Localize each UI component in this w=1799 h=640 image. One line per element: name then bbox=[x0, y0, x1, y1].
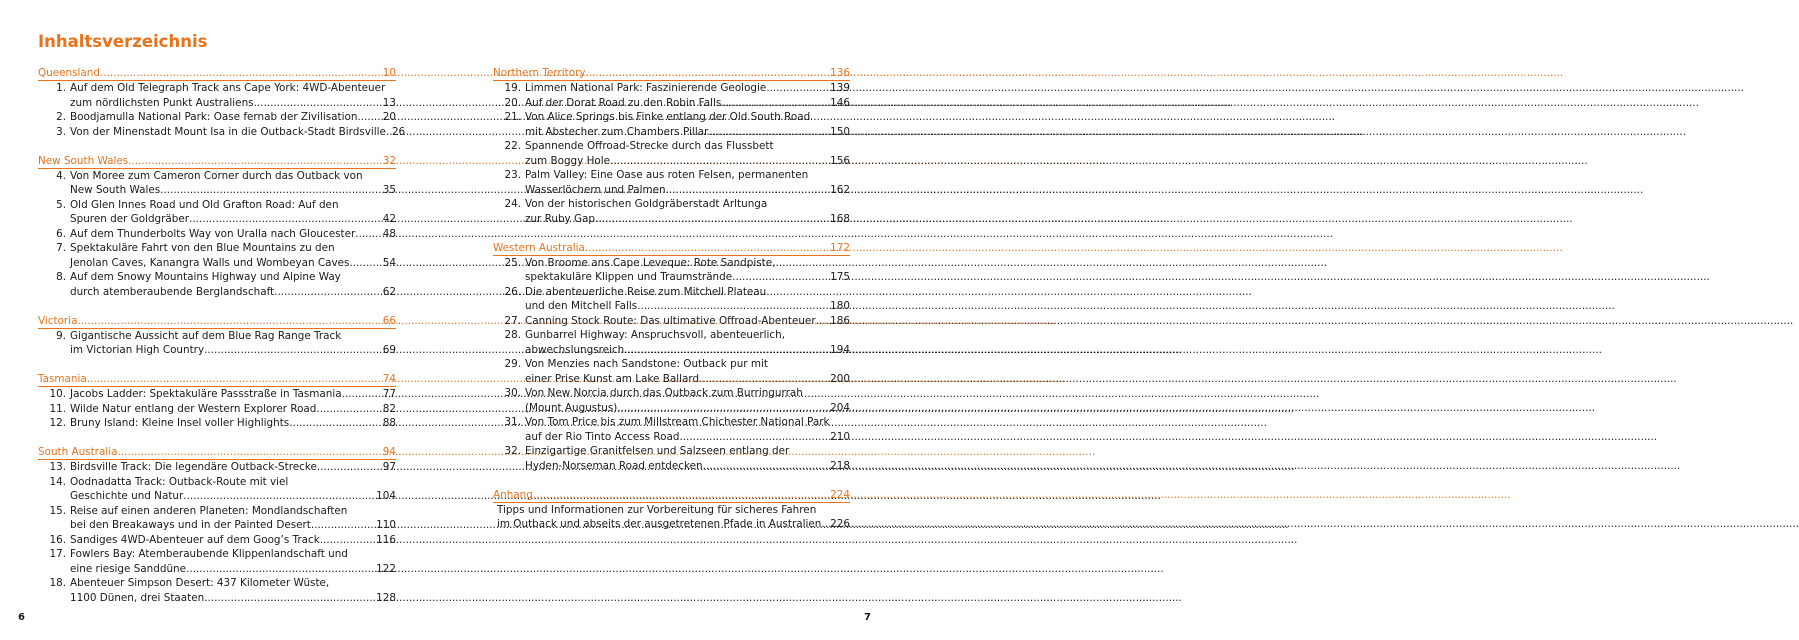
leader-dots bbox=[637, 299, 830, 314]
entry-title-line: (Mount Augustus) bbox=[525, 401, 618, 414]
entry-number: 26. bbox=[504, 285, 521, 298]
entry-title-line: Auf dem Thunderbolts Way von Uralla nach Gloucester bbox=[70, 227, 356, 240]
section-heading bbox=[38, 66, 396, 81]
toc-entry bbox=[493, 256, 850, 285]
toc-entry bbox=[493, 328, 850, 357]
toc-entry bbox=[493, 415, 850, 444]
entry-title-line: Von der Minenstadt Mount Isa in die Outback-Stadt Birdsville bbox=[70, 125, 386, 138]
entry-title-line: im Victorian High Country bbox=[70, 344, 205, 356]
entry-number: 14. bbox=[49, 475, 66, 488]
entry-number: 30. bbox=[504, 387, 521, 399]
entry-title-line: einer Prise Kunst am Lake Ballard bbox=[525, 372, 700, 385]
section-title: South Australia bbox=[38, 446, 118, 458]
entry-title-line: Auf der Dorat Road zu den Robin Falls bbox=[525, 96, 722, 109]
toc-entry bbox=[38, 81, 396, 110]
entry-title-line: abwechslungsreich bbox=[525, 343, 625, 356]
entry-number: 11. bbox=[49, 402, 66, 415]
toc-entry bbox=[38, 547, 396, 576]
toc-entry bbox=[38, 227, 396, 242]
leader-dots bbox=[204, 591, 376, 606]
entry-page-number: 110 bbox=[376, 519, 396, 531]
entry-page-number: 116 bbox=[376, 533, 396, 546]
entry-page-number: 200 bbox=[830, 372, 850, 385]
entry-page-number: 175 bbox=[830, 271, 850, 283]
entry-title-line: Old Glen Innes Road und Old Grafton Road: Auf den bbox=[70, 198, 339, 211]
entry-title-line: Gunbarrel Highway: Anspruchsvoll, abenteuerlich, bbox=[525, 329, 786, 341]
leader-dots bbox=[186, 562, 376, 577]
entry-number: 9. bbox=[56, 329, 66, 342]
toc-entry bbox=[38, 387, 396, 402]
entry-title-line: auf der Rio Tinto Access Road bbox=[525, 430, 680, 443]
toc-section-anhang bbox=[493, 488, 850, 532]
leader-dots bbox=[679, 430, 830, 445]
entry-title-line: Canning Stock Route: Das ultimative Offroad-Abenteuer bbox=[525, 314, 816, 327]
entry-title-line: Hyden-Norseman Road entdecken bbox=[525, 459, 703, 472]
leader-dots bbox=[624, 343, 830, 358]
section-page-number: 172 bbox=[830, 241, 850, 254]
entry-number: 15. bbox=[49, 504, 66, 517]
entry-title-line: zum nördlichsten Punkt Australiens bbox=[70, 96, 254, 109]
entry-page-number: 62 bbox=[382, 285, 396, 298]
toc-entry bbox=[493, 81, 850, 96]
entry-title-line: zur Ruby Gap bbox=[525, 212, 596, 225]
toc-section-western-australia bbox=[493, 241, 850, 474]
toc-entry bbox=[493, 110, 850, 139]
leader-dots bbox=[595, 212, 830, 227]
entry-number: 23. bbox=[504, 169, 521, 181]
entry-page-number: 194 bbox=[830, 343, 850, 356]
toc-right-column bbox=[493, 66, 850, 546]
leader-dots bbox=[699, 372, 830, 387]
entry-page-number: 97 bbox=[382, 461, 396, 473]
entry-number: 16. bbox=[49, 533, 66, 546]
entry-page-number: 48 bbox=[382, 227, 396, 240]
entry-title-line: Wasserlöchern und Palmen bbox=[525, 183, 666, 196]
leader-dots bbox=[533, 488, 830, 502]
entry-title-line: zum Boggy Hole bbox=[525, 154, 611, 167]
toc-entry bbox=[493, 314, 850, 329]
toc-entry bbox=[38, 576, 396, 605]
entry-number: 13. bbox=[49, 461, 66, 473]
leader-dots bbox=[274, 285, 383, 300]
leader-dots bbox=[183, 489, 376, 504]
entry-number: 25. bbox=[504, 256, 521, 269]
entry-title-line: durch atemberaubende Berglandschaft bbox=[70, 285, 275, 298]
toc-entry bbox=[493, 139, 850, 168]
toc-section-tasmania bbox=[38, 372, 396, 431]
entry-title-line: Tipps und Informationen zur Vorbereitung für sicheres Fahren bbox=[497, 503, 817, 516]
entry-title-line: Birdsville Track: Die legendäre Outback-Strecke bbox=[70, 461, 317, 473]
entry-title-line: New South Wales bbox=[70, 184, 161, 196]
toc-entry bbox=[493, 285, 850, 314]
entry-title-line: eine riesige Sanddüne bbox=[70, 562, 187, 575]
entry-number: 7. bbox=[56, 242, 66, 254]
leader-dots bbox=[117, 445, 382, 459]
entry-page-number: 88 bbox=[382, 417, 396, 429]
leader-dots bbox=[355, 227, 383, 242]
leader-dots bbox=[349, 256, 382, 271]
entry-page-number: 69 bbox=[382, 344, 396, 356]
entry-number: 32. bbox=[504, 445, 521, 457]
leader-dots bbox=[357, 110, 382, 125]
entry-title-line: Jenolan Caves, Kanangra Walls und Wombeyan Caves bbox=[70, 256, 350, 269]
leader-dots bbox=[320, 533, 376, 548]
section-page-number: 66 bbox=[382, 314, 396, 327]
entry-number: 29. bbox=[504, 358, 521, 370]
leader-dots bbox=[585, 241, 830, 255]
leader-dots bbox=[317, 460, 383, 475]
entry-number: 6. bbox=[56, 227, 66, 240]
entry-number: 22. bbox=[504, 140, 521, 152]
entry-title-line: Limmen National Park: Faszinierende Geologie bbox=[525, 82, 767, 94]
leader-dots bbox=[342, 387, 383, 402]
entry-page-number: 128 bbox=[376, 591, 396, 604]
section-title: Western Australia bbox=[493, 241, 585, 254]
entry-title-line: Spuren der Goldgräber bbox=[70, 213, 190, 225]
section-title: Northern Territory bbox=[493, 67, 586, 79]
entry-page-number: 20 bbox=[382, 111, 396, 123]
entry-number: 1. bbox=[56, 82, 66, 94]
entry-title-line: Palm Valley: Eine Oase aus roten Felsen, permanenten bbox=[525, 169, 809, 181]
entry-page-number: 35 bbox=[382, 184, 396, 196]
entry-number: 3. bbox=[56, 125, 66, 138]
section-title: Victoria bbox=[38, 314, 78, 327]
toc-entry bbox=[493, 444, 850, 473]
toc-entry bbox=[38, 329, 396, 358]
entry-title-line: Jacobs Ladder: Spektakuläre Passstraße in Tasmania bbox=[70, 388, 342, 400]
entry-number: 24. bbox=[504, 198, 521, 210]
section-page-number: 10 bbox=[382, 67, 396, 79]
leader-dots bbox=[160, 183, 383, 198]
toc-entry bbox=[493, 357, 850, 386]
entry-page-number: 42 bbox=[382, 213, 396, 225]
leader-dots bbox=[666, 183, 831, 198]
toc-entry bbox=[493, 386, 850, 415]
section-title: Anhang bbox=[493, 488, 533, 501]
entry-number: 27. bbox=[504, 314, 521, 327]
section-page-number: 74 bbox=[382, 373, 396, 385]
entry-title-line: Auf dem Snowy Mountains Highway und Alpine Way bbox=[70, 271, 341, 283]
entry-title-line: Von Moree zum Cameron Corner durch das Outback von bbox=[70, 169, 363, 182]
entry-page-number: 180 bbox=[830, 300, 850, 312]
entry-title-line: Sandiges 4WD-Abenteuer auf dem Googʼs Track bbox=[70, 533, 320, 546]
section-page-number: 136 bbox=[830, 67, 850, 79]
entry-number: 20. bbox=[504, 96, 521, 109]
toc-section-victoria bbox=[38, 314, 396, 358]
toc-left-column bbox=[38, 66, 406, 620]
toc-entry bbox=[38, 416, 396, 431]
section-title: New South Wales bbox=[38, 154, 129, 167]
entry-number: 4. bbox=[56, 169, 66, 182]
page-number-right: 7 bbox=[864, 612, 871, 623]
entry-number: 31. bbox=[504, 416, 521, 428]
leader-dots bbox=[703, 459, 831, 474]
entry-title-line: im Outback und abseits der ausgetretenen Pfade in Australien bbox=[497, 518, 822, 530]
toc-entry bbox=[493, 168, 850, 197]
entry-title-line: Spannende Offroad-Strecke durch das Flussbett bbox=[525, 140, 774, 152]
entry-title-line: Einzigartige Granitfelsen und Salzseen entlang der bbox=[525, 445, 790, 457]
section-title: Tasmania bbox=[38, 373, 87, 385]
leader-dots bbox=[766, 81, 830, 96]
leader-dots bbox=[816, 314, 831, 329]
entry-title-line: Wilde Natur entlang der Western Explorer Road bbox=[70, 402, 317, 415]
entry-page-number: 146 bbox=[830, 96, 850, 109]
entry-title-line: Fowlers Bay: Atemberaubende Klippenlandschaft und bbox=[70, 548, 348, 560]
leader-dots bbox=[708, 125, 830, 140]
entry-page-number: 156 bbox=[830, 154, 850, 167]
toc-section-queensland bbox=[38, 66, 406, 139]
entry-page-number: 218 bbox=[830, 459, 850, 472]
leader-dots bbox=[289, 416, 383, 431]
entry-number: 2. bbox=[56, 111, 66, 123]
entry-page-number: 150 bbox=[830, 125, 850, 138]
section-heading bbox=[38, 314, 396, 329]
entry-title-line: Boodjamulla National Park: Oase fernab der Zivilisation bbox=[70, 111, 358, 123]
entry-title-line: und den Mitchell Falls bbox=[525, 300, 638, 312]
toc-entry bbox=[38, 460, 396, 475]
entry-title-line: 1100 Dünen, drei Staaten bbox=[70, 591, 205, 604]
toc-entry bbox=[493, 197, 850, 226]
toc-entry bbox=[493, 503, 850, 532]
toc-entry bbox=[38, 402, 396, 417]
toc-entry bbox=[38, 475, 396, 504]
entry-page-number: 26 bbox=[391, 125, 406, 138]
leader-dots bbox=[100, 66, 383, 80]
entry-title-line: Von der historischen Goldgräberstadt Arltunga bbox=[525, 198, 768, 210]
leader-dots bbox=[254, 96, 383, 111]
entry-number: 8. bbox=[56, 271, 66, 283]
toc-section-northern-territory bbox=[493, 66, 850, 226]
section-page-number: 32 bbox=[382, 154, 396, 167]
leader-dots bbox=[77, 314, 382, 328]
entry-page-number: 168 bbox=[830, 212, 850, 225]
toc-entry bbox=[38, 169, 396, 198]
toc-section-south-australia bbox=[38, 445, 396, 605]
entry-number: 10. bbox=[49, 388, 66, 400]
entry-page-number: 186 bbox=[830, 314, 850, 327]
entry-title-line: Von Menzies nach Sandstone: Outback pur mit bbox=[525, 358, 768, 370]
toc-entry bbox=[38, 125, 406, 140]
leader-dots bbox=[617, 401, 830, 416]
toc-entry bbox=[38, 533, 396, 548]
entry-title-line: Geschichte und Natur bbox=[70, 490, 184, 502]
entry-page-number: 139 bbox=[830, 82, 850, 94]
entry-page-number: 54 bbox=[382, 256, 396, 269]
entry-title-line: Auf dem Old Telegraph Track ans Cape York: 4WD-Abenteuer bbox=[70, 82, 386, 94]
section-heading bbox=[38, 372, 396, 387]
entry-number: 12. bbox=[49, 417, 66, 429]
entry-number: 5. bbox=[56, 198, 66, 211]
page-number-left: 6 bbox=[18, 612, 25, 623]
entry-page-number: 13 bbox=[382, 96, 396, 109]
entry-number: 17. bbox=[49, 548, 66, 560]
entry-page-number: 122 bbox=[376, 562, 396, 575]
entry-page-number: 162 bbox=[830, 183, 850, 196]
toc-entry bbox=[38, 198, 396, 227]
entry-page-number: 82 bbox=[382, 402, 396, 415]
entry-title-line: Oodnadatta Track: Outback-Route mit viel bbox=[70, 475, 289, 488]
toc-entry bbox=[38, 270, 396, 299]
entry-title-line: spektakuläre Klippen und Traumstrände bbox=[525, 271, 733, 283]
leader-dots bbox=[316, 402, 382, 417]
section-heading bbox=[38, 445, 396, 460]
entry-title-line: mit Abstecher zum Chambers Pillar bbox=[525, 125, 709, 138]
entry-number: 18. bbox=[49, 577, 66, 589]
entry-title-line: Die abenteuerliche Reise zum Mitchell Plateau bbox=[525, 285, 767, 298]
entry-title-line: Von Alice Springs bis Finke entlang der Old South Road bbox=[525, 111, 811, 123]
entry-title-line: Von New Norcia durch das Outback zum Burringurrah bbox=[525, 387, 803, 399]
entry-title-line: bei den Breakaways und in der Painted Desert bbox=[70, 519, 311, 531]
leader-dots bbox=[87, 372, 383, 386]
entry-page-number: 204 bbox=[830, 401, 850, 414]
leader-dots bbox=[610, 154, 830, 169]
entry-title-line: Reise auf einen anderen Planeten: Mondlandschaften bbox=[70, 504, 348, 517]
entry-page-number: 77 bbox=[382, 388, 396, 400]
toc-entry bbox=[38, 241, 396, 270]
leader-dots bbox=[721, 96, 830, 111]
page-title: Inhaltsverzeichnis bbox=[38, 32, 208, 51]
toc-entry bbox=[493, 96, 850, 111]
entry-title-line: Von Broome ans Cape Leveque: Rote Sandpiste, bbox=[525, 256, 776, 269]
entry-page-number: 210 bbox=[830, 430, 850, 443]
section-heading bbox=[493, 488, 850, 503]
entry-title-line: Bruny Island: Kleine Insel voller Highlights bbox=[70, 417, 290, 429]
toc-entry bbox=[38, 110, 396, 125]
section-heading bbox=[493, 241, 850, 256]
leader-dots bbox=[204, 343, 383, 358]
entry-number: 28. bbox=[504, 329, 521, 341]
entry-title-line: Von Tom Price bis zum Millstream Chichester National Park bbox=[525, 416, 830, 428]
leader-dots bbox=[732, 270, 830, 285]
entry-title-line: Gigantische Aussicht auf dem Blue Rag Range Track bbox=[70, 329, 342, 342]
entry-page-number: 104 bbox=[376, 490, 396, 502]
leader-dots bbox=[189, 212, 383, 227]
toc-entry bbox=[38, 504, 396, 533]
leader-dots bbox=[821, 517, 830, 532]
section-title: Queensland bbox=[38, 67, 100, 79]
leader-dots bbox=[128, 154, 383, 168]
entry-page-number: 226 bbox=[830, 518, 850, 530]
entry-number: 21. bbox=[504, 111, 521, 123]
section-page-number: 224 bbox=[830, 488, 850, 501]
section-heading bbox=[38, 154, 396, 169]
entry-number: 19. bbox=[504, 82, 521, 94]
toc-section-new-south-wales bbox=[38, 154, 396, 300]
entry-title-line: Spektakuläre Fahrt von den Blue Mountains zu den bbox=[70, 242, 335, 254]
section-page-number: 94 bbox=[382, 446, 396, 458]
section-heading bbox=[493, 66, 850, 81]
entry-title-line: Abenteuer Simpson Desert: 437 Kilometer Wüste, bbox=[70, 577, 330, 589]
leader-dots bbox=[311, 518, 376, 533]
leader-dots bbox=[586, 66, 831, 80]
